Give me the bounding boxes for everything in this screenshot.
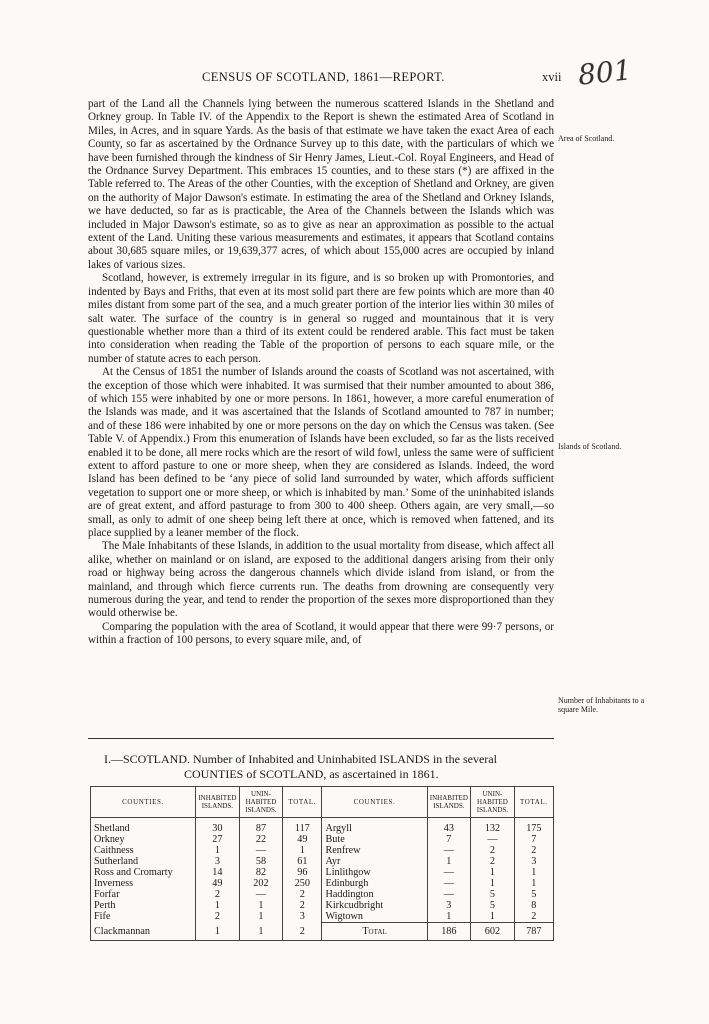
county-cell: Clackmannan [91, 923, 196, 941]
inhabited-cell: — [427, 867, 471, 878]
uninhabited-cell: 202 [239, 878, 283, 889]
page-number: xvii [542, 70, 562, 84]
grand-total-uninhabited: 602 [471, 923, 515, 941]
uninhabited-cell: 2 [471, 856, 515, 867]
grand-total: 787 [514, 923, 553, 941]
total-cell: 2 [283, 889, 322, 900]
inhabited-cell: 49 [196, 878, 240, 889]
header-counties: COUNTIES. [91, 787, 196, 818]
total-cell: 1 [514, 867, 553, 878]
county-cell: Fife [91, 911, 196, 923]
inhabited-cell: 1 [196, 845, 240, 856]
county-cell: Argyll [322, 818, 427, 835]
inhabited-cell: 3 [427, 900, 471, 911]
header-inhabited: INHABITED ISLANDS. [427, 787, 471, 818]
uninhabited-cell: 22 [239, 834, 283, 845]
header-total: TOTAL. [514, 787, 553, 818]
inhabited-cell: 2 [196, 889, 240, 900]
header-uninhabited: UNIN- HABITED ISLANDS. [471, 787, 515, 818]
county-cell: Kirkcudbright [322, 900, 427, 911]
inhabited-cell: 3 [196, 856, 240, 867]
inhabited-cell: 1 [196, 923, 240, 941]
uninhabited-cell: — [239, 889, 283, 900]
total-cell: 96 [283, 867, 322, 878]
paragraph-area: part of the Land all the Channels lying between the numerous scattered Islands in the Shetland and Orkney group. In Table IV. of the Appendix to the Report is shewn the estimated Area of Scotland in Miles, in Acres, and in square Yards. As the basis of that estimate we have taken the exact Area of each County, so far as ascertained by the Ordnance Survey up to this date, with the particulars of which we have been furnished through the kindness of Sir Henry James, Lieut.-Col. Royal Engineers, and Head of the Ordnance Survey Department. This embraces 15 counties, and to these stars (*) are affixed in the Table referred to. The Areas of the other Counties, with the exception of Shetland and Orkney, are given on the authority of Major Dawson's estimate. In estimating the area of the Shetland and Orkney Islands, we have deducted, so far as is practicable, the Area of the Channels between the Islands which was included in Major Dawson's estimate, so as to give as near an approximation as possible to the actual extent of the Land. Uniting these various measurements and estimates, it appears that Scotland contains about 30,685 square miles, or 19,639,377 acres, of which about 155,000 acres are occupied by inland lakes of various sizes. [88, 98, 554, 271]
table-row [91, 818, 554, 835]
county-cell: Ayr [322, 856, 427, 867]
inhabited-cell: 27 [196, 834, 240, 845]
uninhabited-cell: — [239, 845, 283, 856]
inhabited-cell: 43 [427, 818, 471, 835]
uninhabited-cell: 132 [471, 818, 515, 835]
table-row [91, 911, 554, 923]
total-cell: 7 [514, 834, 553, 845]
inhabited-cell: — [427, 889, 471, 900]
paragraph-male-inhabitants: The Male Inhabitants of these Islands, in addition to the usual mortality from disease, which affect all alike, whether on mainland or on island, are exposed to the additional dangers arising from their only road or highway being across the dangerous channels which divide island from island, or from the mainland, and through which fierce currents run. The deaths from drowning are consequently very numerous during the year, and tend to render the proportion of the sexes more disproportioned than they would otherwise be. [88, 540, 554, 620]
table-title-line2: COUNTIES of SCOTLAND, as ascertained in 1861. [184, 767, 439, 781]
uninhabited-cell: 58 [239, 856, 283, 867]
table-title-line1: I.—SCOTLAND. Number of Inhabited and Uninhabited ISLANDS in the several [104, 752, 497, 766]
inhabited-cell: 1 [196, 900, 240, 911]
header-inhabited: INHABITED ISLANDS. [196, 787, 240, 818]
county-cell: Renfrew [322, 845, 427, 856]
total-cell: 3 [514, 856, 553, 867]
uninhabited-cell: 82 [239, 867, 283, 878]
total-cell: 61 [283, 856, 322, 867]
total-cell: 3 [283, 911, 322, 923]
county-cell: Perth [91, 900, 196, 911]
table-row [91, 878, 554, 889]
uninhabited-cell: 5 [471, 889, 515, 900]
uninhabited-cell: 1 [471, 878, 515, 889]
paragraph-figure: Scotland, however, is extremely irregular in its figure, and is so broken up with Promontories, and indented by Bays and Friths, that even at its most solid part there are few points which are more than 40 miles distant from some part of the sea, and a much greater portion of the interior lies within 30 miles of salt water. The surface of the country is in general so rugged and mountainous that it is very questionable whether more than a third of its extent could be rendered arable. This fact must be taken into consideration when reading the Table of the proportion of persons to each square mile, or the number of statute acres to each person. [88, 272, 554, 365]
inhabited-cell: 1 [427, 911, 471, 923]
total-label: Total [322, 923, 427, 941]
uninhabited-cell: 87 [239, 818, 283, 835]
table-row [91, 923, 554, 941]
total-cell: 2 [283, 900, 322, 911]
county-cell: Linlithgow [322, 867, 427, 878]
uninhabited-cell: 2 [471, 845, 515, 856]
paragraph-population: Comparing the population with the area of Scotland, it would appear that there were 99·7 persons, or within a fraction of 100 persons, to every square mile, and, of [88, 620, 554, 647]
inhabited-cell: 14 [196, 867, 240, 878]
total-cell: 175 [514, 818, 553, 835]
header-total: TOTAL. [283, 787, 322, 818]
total-cell: 250 [283, 878, 322, 889]
total-cell: 1 [514, 878, 553, 889]
inhabited-cell: 2 [196, 911, 240, 923]
total-cell: 8 [514, 900, 553, 911]
header-counties: COUNTIES. [322, 787, 427, 818]
total-cell: 5 [514, 889, 553, 900]
uninhabited-cell: 5 [471, 900, 515, 911]
uninhabited-cell: 1 [239, 911, 283, 923]
header-uninhabited: UNIN- HABITED ISLANDS. [239, 787, 283, 818]
total-cell: 49 [283, 834, 322, 845]
uninhabited-cell: 1 [471, 911, 515, 923]
inhabited-cell: — [427, 878, 471, 889]
county-cell: Forfar [91, 889, 196, 900]
table-row [91, 834, 554, 845]
uninhabited-cell: 1 [239, 923, 283, 941]
county-cell: Orkney [91, 834, 196, 845]
total-cell: 2 [514, 911, 553, 923]
inhabited-cell: 1 [427, 856, 471, 867]
county-cell: Caithness [91, 845, 196, 856]
table-row [91, 889, 554, 900]
inhabited-cell: — [427, 845, 471, 856]
table-row [91, 856, 554, 867]
running-title: CENSUS OF SCOTLAND, 1861—REPORT. [202, 70, 445, 84]
county-cell: Shetland [91, 818, 196, 835]
total-cell: 2 [514, 845, 553, 856]
table-row [91, 900, 554, 911]
inhabited-cell: 30 [196, 818, 240, 835]
inhabited-cell: 7 [427, 834, 471, 845]
margin-note-area: Area of Scotland. [558, 134, 615, 143]
uninhabited-cell: — [471, 834, 515, 845]
paragraph-islands: At the Census of 1851 the number of Islands around the coasts of Scotland was not ascertained, with the exception of those which were inhabited. It was surmised that their number amounted to about 386, of which 155 were inhabited by one or more persons. In 1861, however, a more careful enumeration of the Islands was made, and it was ascertained that the Islands of Scotland amounted to 787 in number; and of these 186 were inhabited by one or more persons on the day on which the Census was taken. (See Table V. of Appendix.) From this enumeration of Islands have been excluded, so far as the lists received enabled it to be done, all mere rocks which are the resort of wild fowl, unless the same were of sufficient extent to afford pasture to one or more sheep, when they are considered as Islands. Indeed, the word Island has been defined to be ‘any piece of solid land surrounded by water, which affords sufficient vegetation to support one or more sheep, or which is inhabited by man.’ Some of the uninhabited islands are of great extent, and afford pasturage to from 300 to 400 sheep. Others again, are very small,—so small, as only to admit of one sheep being left there at once, which is removed when fattened, and its place supplied by a leaner member of the flock. [88, 366, 554, 539]
county-cell: Bute [322, 834, 427, 845]
county-cell: Ross and Cromarty [91, 867, 196, 878]
total-cell: 1 [283, 845, 322, 856]
report-body [88, 98, 554, 648]
uninhabited-cell: 1 [471, 867, 515, 878]
table-header-row [91, 787, 554, 818]
table-title [104, 752, 574, 782]
total-cell: 2 [283, 923, 322, 941]
uninhabited-cell: 1 [239, 900, 283, 911]
county-cell: Wigtown [322, 911, 427, 923]
islands-table [90, 786, 554, 941]
total-cell: 117 [283, 818, 322, 835]
handwritten-folio-number: 801 [576, 53, 634, 92]
county-cell: Sutherland [91, 856, 196, 867]
grand-total-inhabited: 186 [427, 923, 471, 941]
county-cell: Inverness [91, 878, 196, 889]
section-divider [88, 738, 554, 739]
margin-note-inhabitants: Number of Inhabitants to a square Mile. [558, 696, 645, 714]
county-cell: Edinburgh [322, 878, 427, 889]
margin-note-islands: Islands of Scotland. [558, 442, 622, 451]
table-row [91, 845, 554, 856]
page-header [90, 53, 634, 92]
county-cell: Haddington [322, 889, 427, 900]
table-row [91, 867, 554, 878]
